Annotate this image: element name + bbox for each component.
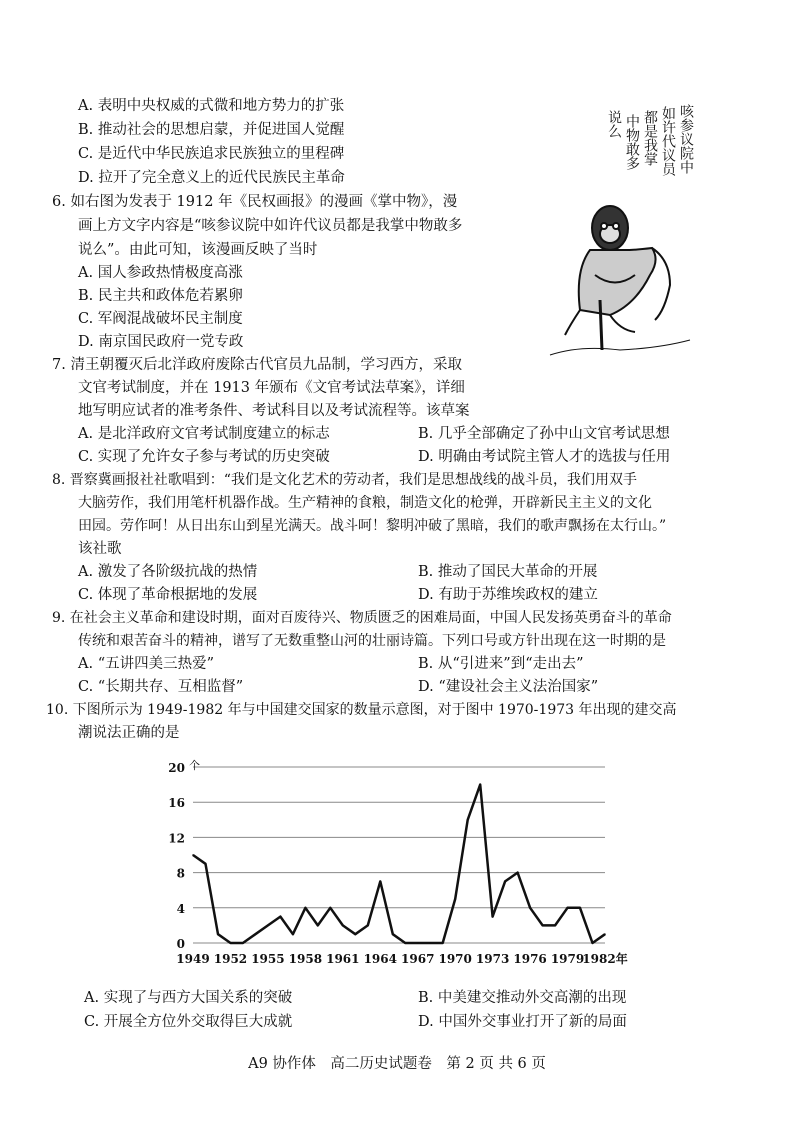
q8-option-d: D. 有助于苏维埃政权的建立 [418, 587, 598, 603]
q5-option-b: B. 推动社会的思想启蒙，并促进国人觉醒 [78, 122, 345, 138]
x-tick-label-1949: 1949 [176, 952, 210, 966]
q5-option-c: C. 是近代中华民族追求民族独立的里程碑 [78, 146, 345, 162]
q6-option-d: D. 南京国民政府一党专政 [78, 334, 244, 350]
data-point-1968 [429, 942, 431, 944]
q7-stem-line-2: 文官考试制度，并在 1913 年颁布《文官考试法草案》，详细 [78, 380, 465, 396]
x-tick-label-1961: 1961 [326, 952, 360, 966]
y-tick-label-8: 8 [176, 866, 185, 881]
q8-stem-line-2: 大脑劳作，我们用笔杆机器作战。生产精神的食粮，制造文化的枪弹，开辟新民主主义的文化 [78, 495, 652, 511]
y-axis-unit-label: 个 [189, 759, 200, 772]
x-tick-label-1955: 1955 [251, 952, 285, 966]
monkey-figure [550, 206, 690, 355]
data-point-1971 [467, 819, 469, 821]
data-point-1956 [280, 916, 282, 918]
x-tick-label-1979: 1979 [550, 952, 585, 966]
cartoon-caption-col-4: 中物敢多 [624, 114, 640, 170]
q8-stem-line-4: 该社歌 [78, 541, 122, 557]
x-tick-label-1967: 1967 [401, 952, 435, 966]
data-point-1976 [529, 907, 531, 909]
data-point-1970 [454, 898, 456, 900]
q10-stem-line-1: 10. 下图所示为 1949-1982 年与中国建交国家的数量示意图，对于图中 1970-1973 年出现的建交高 [46, 702, 677, 718]
q6-stem-line-1: 6. 如右图为发表于 1912 年《民权画报》的漫画《掌中物》，漫 [52, 194, 458, 210]
data-point-1959 [317, 925, 319, 927]
data-point-1975 [517, 872, 519, 874]
x-tick-label-1976: 1976 [513, 952, 547, 966]
data-point-1963 [367, 925, 369, 927]
q10-option-c: C. 开展全方位外交取得巨大成就 [84, 1014, 293, 1030]
data-point-1961 [342, 925, 344, 927]
data-point-1965 [392, 933, 394, 935]
cartoon-image [540, 100, 700, 365]
x-tick-label-1982: 1982年 [582, 952, 628, 966]
cartoon-caption-col-5: 说么 [606, 110, 622, 138]
q7-stem-line-1: 7. 清王朝覆灭后北洋政府废除古代官员九品制，学习西方，采取 [52, 357, 462, 373]
page-footer: A9 协作体 高二历史试题卷 第 2 页 共 6 页 [248, 1056, 546, 1072]
q8-option-b: B. 推动了国民大革命的开展 [418, 564, 598, 580]
data-point-1969 [442, 942, 444, 944]
data-point-1967 [417, 942, 419, 944]
q10-stem-line-2: 潮说法正确的是 [78, 725, 180, 741]
data-point-1953 [242, 942, 244, 944]
q8-option-c: C. 体现了革命根据地的发展 [78, 587, 258, 603]
q7-option-a: A. 是北洋政府文官考试制度建立的标志 [78, 426, 330, 442]
data-point-1977 [542, 925, 544, 927]
q6-option-c: C. 军阀混战破坏民主制度 [78, 311, 243, 327]
data-point-1973 [492, 916, 494, 918]
q10-option-a: A. 实现了与西方大国关系的突破 [84, 990, 293, 1006]
cartoon-caption-col-1: 咳参议院中 [678, 104, 694, 174]
data-point-1957 [292, 933, 294, 935]
q7-option-c: C. 实现了允许女子参与考试的历史突破 [78, 449, 330, 465]
q7-option-d: D. 明确由考试院主管人才的选拔与任用 [418, 449, 671, 465]
y-tick-label-20: 20 [168, 761, 185, 775]
cartoon-caption-col-3: 都是我掌 [642, 110, 658, 166]
q9-stem-line-1: 9. 在社会主义革命和建设时期，面对百废待兴、物质匮乏的困难局面，中国人民发扬英勇奋斗的革命 [52, 610, 672, 626]
q8-stem-line-1: 8. 晋察冀画报社社歌唱到：“我们是文化艺术的劳动者，我们是思想战线的战斗员，我们用双手 [52, 472, 637, 488]
data-point-1964 [379, 881, 381, 883]
x-tick-label-1952: 1952 [213, 952, 248, 966]
data-point-1978 [554, 925, 556, 927]
q10-option-b: B. 中美建交推动外交高潮的出现 [418, 990, 627, 1006]
x-tick-label-1958: 1958 [288, 952, 323, 966]
data-point-1974 [504, 881, 506, 883]
series-line [193, 785, 605, 943]
q9-option-b: B. 从“引进来”到“走出去” [418, 656, 584, 672]
cartoon-caption [606, 104, 694, 177]
q6-stem-line-2: 画上方文字内容是“咳参议院中如许代议员都是我掌中物敢多 [78, 218, 463, 234]
data-point-1966 [404, 942, 406, 944]
q9-stem-line-2: 传统和艰苦奋斗的精神，谱写了无数重整山河的壮丽诗篇。下列口号或方针出现在这一时期的是 [78, 633, 666, 649]
q8-stem-line-3: 田园。劳作呵！从日出东山到星光满天。战斗呵！黎明冲破了黑暗，我们的歌声飘扬在太行山。” [78, 518, 667, 534]
data-point-1960 [330, 907, 332, 909]
q7-option-b: B. 几乎全部确定了孙中山文官考试思想 [418, 426, 670, 442]
x-tick-label-1973: 1973 [475, 952, 510, 966]
q8-option-a: A. 激发了各阶级抗战的热情 [78, 564, 258, 580]
y-tick-label-0: 0 [176, 937, 185, 951]
q7-stem-line-3: 地写明应试者的准考条件、考试科目以及考试流程等。该草案 [78, 403, 470, 419]
y-tick-label-16: 16 [168, 796, 185, 811]
data-point-1951 [217, 933, 219, 935]
y-tick-label-12: 12 [168, 831, 185, 846]
q9-option-d: D. “建设社会主义法治国家” [418, 679, 599, 695]
data-point-1982 [604, 933, 606, 935]
x-tick-label-1970: 1970 [438, 952, 472, 966]
y-tick-label-4: 4 [176, 901, 185, 916]
q6-stem-line-3: 说么”。由此可知，该漫画反映了当时 [78, 242, 318, 258]
data-point-1952 [230, 942, 232, 944]
diplomatic-relations-chart [165, 755, 635, 975]
q5-option-d: D. 拉开了完全意义上的近代民族民主革命 [78, 170, 345, 186]
data-point-1972 [479, 784, 481, 786]
data-point-1958 [305, 907, 307, 909]
q5-option-a: A. 表明中央权威的式微和地方势力的扩张 [78, 98, 345, 114]
q9-option-a: A. “五讲四美三热爱” [78, 656, 215, 672]
q6-option-b: B. 民主共和政体危若累卵 [78, 288, 243, 304]
data-point-1979 [567, 907, 569, 909]
q9-option-c: C. “长期共存、互相监督” [78, 679, 244, 695]
data-point-1954 [255, 933, 257, 935]
data-point-1981 [592, 942, 594, 944]
data-point-1950 [205, 863, 207, 865]
q6-option-a: A. 国人参政热情极度高涨 [78, 265, 243, 281]
q10-option-d: D. 中国外交事业打开了新的局面 [418, 1014, 627, 1030]
x-tick-label-1964: 1964 [363, 952, 397, 966]
data-point-1955 [267, 925, 269, 927]
cartoon-caption-col-2: 如许代议员 [660, 106, 676, 176]
data-point-1962 [355, 933, 357, 935]
data-point-1980 [579, 907, 581, 909]
data-point-1949 [192, 854, 194, 856]
